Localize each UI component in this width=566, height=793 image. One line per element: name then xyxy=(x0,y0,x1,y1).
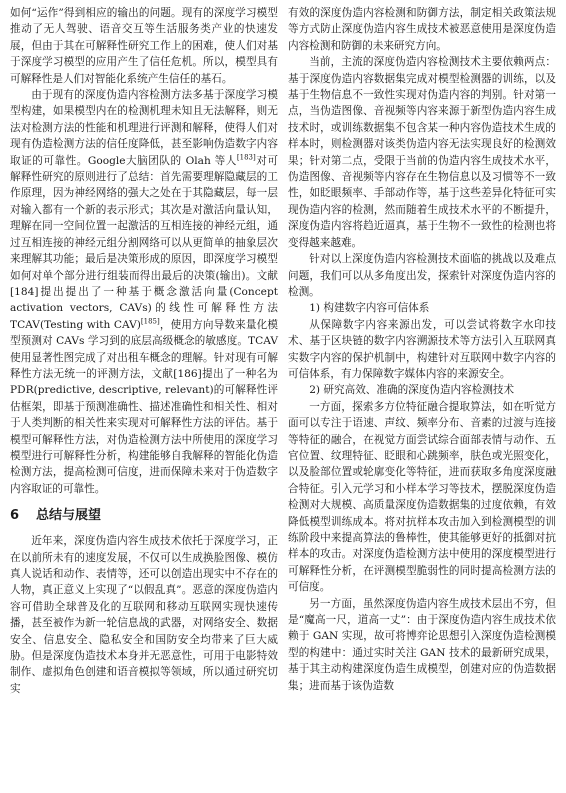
list-item-body-1: 从保障数字内容来源出发，可以尝试将数字水印技术、基于区块链的数字内容溯源技术等方法引入互联网真实数字内容的保护机制中，构建针对互联网中数字内容的可信体系，有力保障数字媒体内容的来源安全。 xyxy=(288,318,556,380)
paragraph-challenges: 针对以上深度伪造内容检测技术面临的挑战以及难点问题，我们可以从多角度出发，探索针对深度伪造内容的检测。 xyxy=(288,253,556,298)
paragraph-text: 对可解释性研究的原则进行了总结：首先需要理解隐藏层的工作原理，因为神经网络的强大之处在于其隐藏层，每一层对输入都有一个新的表示形式；其次是对激活向量认知，理解在同一空间位置一起激活的互相连接的神经元组，通过互相连接的神经元组分割网络可以从更简单的抽象层次来理解其功能；最后是决策形成的原因，即深度学习模型如何对单个部分进行组装而得出最后的决策(输出)。文献[184]提出提出了一种基于概念激活向量(Concept activation vectors, CAVs)的线性可解释性方法 TCAV(Testing with CAV) xyxy=(10,154,278,331)
paragraph-current-methods: 当前，主流的深度伪造内容检测技术主要依赖两点：基于深度伪造内容数据集完成对模型检测器的训练，以及基于生物信息不一致性实现对伪造内容的判别。针对第一点，当伪造图像、音视频等内容来源于新型伪造内容生成技术时，或训练数据集不包含某一种内容伪造技术生成的样本时，则检测器对该类伪造内容无法实现良好的检测效果；针对第二点，受限于当前的伪造内容生成技术水平，伪造图像、音视频等内容存在生物信息以及习惯等不一致性，如眨眼频率、手部动作等，基于这些差异化特征可实现伪造内容的检测，然而随着生成技术水平的不断提升，深度伪造内容将趋近逼真，基于生物不一致性的检测也将变得越来越难。 xyxy=(288,56,556,249)
paragraph-continuation: 如何“运作”得到相应的输出的问题。现有的深度学习模型推动了无人驾驶、语音交互等生活服务类产业的快速发展，但由于其在可解释性研究工作上的困难，使人们对基于深度学习模型的应用产生了信任危机。所以，模型具有可解释性是人们对智能化系统产生信任的基石。 xyxy=(10,7,278,85)
right-column xyxy=(288,5,556,694)
list-item-body-2a: 一方面，探索多方位特征融合提取算法，如在听觉方面可以专注于语速、声纹、频率分布、音素的过渡与连接等特征的融合，在视觉方面尝试综合面部表情与动作、五官位置、纹理特征、眨眼和心跳频率，肤色或光照变化，以及脸部位置或轮廓变化等特征，进而获取多角度深度融合特征。引入元学习和小样本学习等技术，摆脱深度伪造检测对大规模、高质量深度伪造数据集的过度依赖，有效降低模型训练成本。将对抗样本攻击加入到检测模型的训练阶段中来提高算法的鲁棒性，使其能够更好的抵御对抗样本的攻击。对深度伪造检测方法中使用的深度模型进行可解释性分析，在评测模型脆弱性的同时提高检测方法的可信度。 xyxy=(288,400,556,594)
list-item-title-2: 2) 研究高效、准确的深度伪造内容检测技术 xyxy=(309,384,515,397)
left-column xyxy=(10,5,278,697)
paragraph-interpretability xyxy=(10,87,278,497)
list-item-title-1: 1) 构建数字内容可信体系 xyxy=(309,302,430,315)
paragraph-text: ，使用方向导数来量化模型预测对 CAVs 学习到的底层高级概念的敏感度。TCAV 使用显著性图完成了对出租车概念的理解。针对现有可解释性方法无统一的评测方法，文献[186]提出了一种名为 PDR(predictive, descriptive, relevant)的可解释性评估框架，即基于预测准确性、描述准确性和相关性、相对于人类判断的相关性来实现对可解释性方法的评估。基于模型可解释性方法，对伪造检测方法中所使用的深度学习模型进行可解释性分析，构建能够自我解释的智能化伪造检测方法，提高检测可信度，进而保障未来对于伪造数字内容取证的可靠性。 xyxy=(10,318,279,495)
paragraph-summary: 近年来，深度伪造内容生成技术依托于深度学习，正在以前所未有的速度发展，不仅可以生成换脸图像、模仿真人说话和动作、表情等，还可以创造出现实中不存在的人物，真正意义上实现了“以假乱真”。恶意的深度伪造内容可借助全球普及化的互联网和移动互联网实现快速传播，甚至被作为新一轮信息战的武器，对网络安全、数据安全、信息安全、隐私安全和国防安全均带来了巨大威胁。但是深度伪造技术本身并无恶意性，可用于电影特效制作、虚拟角色创建和语音模拟等领域，所以通过研究切实 xyxy=(10,535,278,695)
section-number: 6 xyxy=(10,508,20,524)
paragraph-text: 由于现有的深度伪造内容检测方法多基于深度学习模型构建，如果模型内在的检测机理未知且无法解释，则无法对检测方法的性能和机理进行评测和解释，使得人们对现有伪造检测方法的信任度降低，甚至影响伪造数字内容取证的可靠性。Google大脑团队的 Olah 等人 xyxy=(10,89,278,167)
list-item-body-2b: 另一方面，虽然深度伪造内容生成技术层出不穷，但是“魔高一尺，道高一丈”：由于深度伪造内容生成技术依赖于 GAN 实现，故可将博弈论思想引入深度伪造检测模型的构建中：通过实时关注 GAN 技术的最新研究成果，基于其主动构建深度伪造生成模型，创建对应的伪造数据集；进而基于该伪造数 xyxy=(288,597,556,692)
paragraph-continuation: 有效的深度伪造内容检测和防御方法，制定相关政策法规等方式防止深度伪造内容生成技术被恶意使用是深度伪造内容检测和防御的未来研究方向。 xyxy=(288,7,556,52)
citation-185: [185] xyxy=(140,317,160,326)
section-heading xyxy=(10,507,278,525)
section-title: 总结与展望 xyxy=(36,508,102,524)
citation-183: [183] xyxy=(236,153,256,162)
